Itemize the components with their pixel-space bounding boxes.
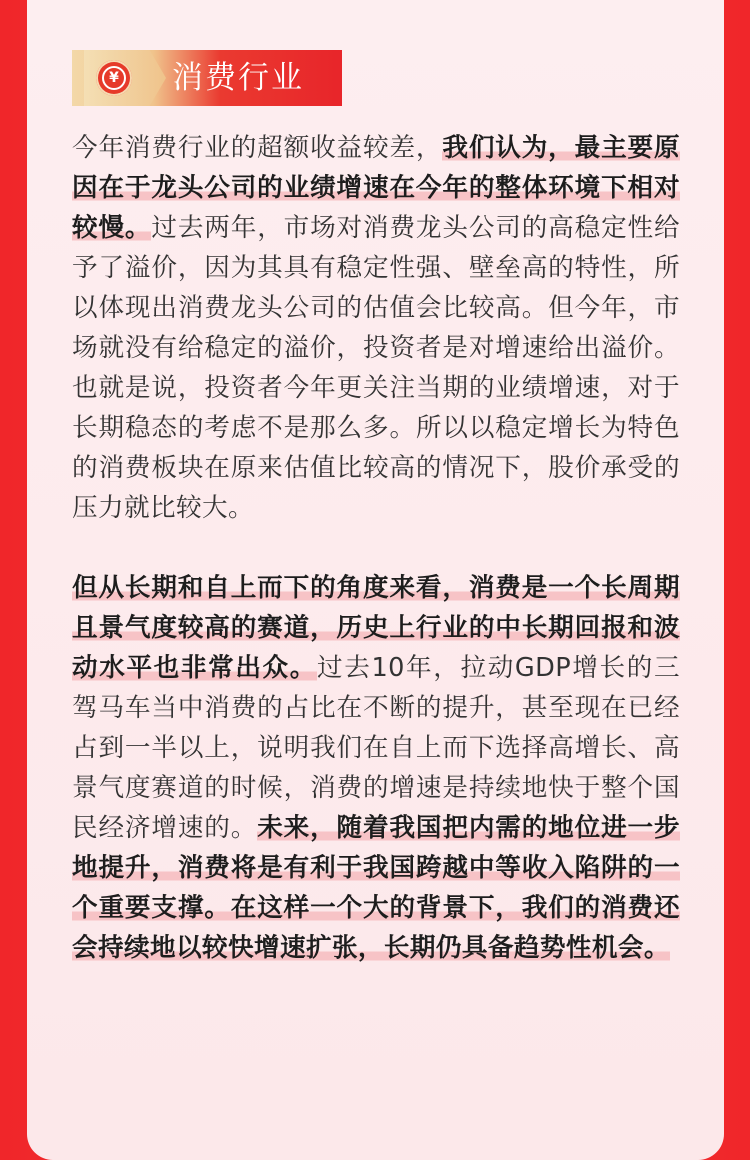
highlighted-text: 但从长期和自上而下的角度来看，消费是一个长周期且景气度较高的赛道，历史上行业的中长期回报和波动水平也非常出众。 [72, 573, 680, 683]
paragraph-2 [72, 568, 680, 968]
highlighted-text: 未来，随着我国把内需的地位进一步地提升，消费将是有利于我国跨越中等收入陷阱的一个重要支撑。在这样一个大的背景下，我们的消费还会持续地以较快增速扩张，长期仍具备趋势性机会。 [72, 813, 680, 963]
paragraph-text: 过去10年，拉动GDP增长的三驾马车当中消费的占比在不断的提升，甚至现在已经占到一半以上，说明我们在自上而下选择高增长、高景气度赛道的时候，消费的增速是持续地快于整个国民经济增速的。 [72, 653, 680, 843]
paragraph-1 [72, 128, 680, 528]
section-title: 消费行业 [172, 60, 304, 96]
highlighted-text: 我们认为，最主要原因在于龙头公司的业绩增速在今年的整体环境下相对较慢。 [72, 133, 680, 243]
coin-glyph: ¥ [102, 66, 126, 90]
paragraph-text: 过去两年，市场对消费龙头公司的高稳定性给予了溢价，因为其具有稳定性强、壁垒高的特性，所以体现出消费龙头公司的估值会比较高。但今年，市场就没有给稳定的溢价，投资者是对增速给出溢价。也就是说，投资者今年更关注当期的业绩增速，对于长期稳态的考虑不是那么多。所以以稳定增长为特色的消费板块在原来估值比较高的情况下，股价承受的压力就比较大。 [72, 213, 680, 523]
yuan-coin-icon [96, 60, 132, 96]
article-body [72, 128, 680, 968]
section-header [72, 50, 342, 106]
paragraph-text: 今年消费行业的超额收益较差， [72, 133, 443, 163]
